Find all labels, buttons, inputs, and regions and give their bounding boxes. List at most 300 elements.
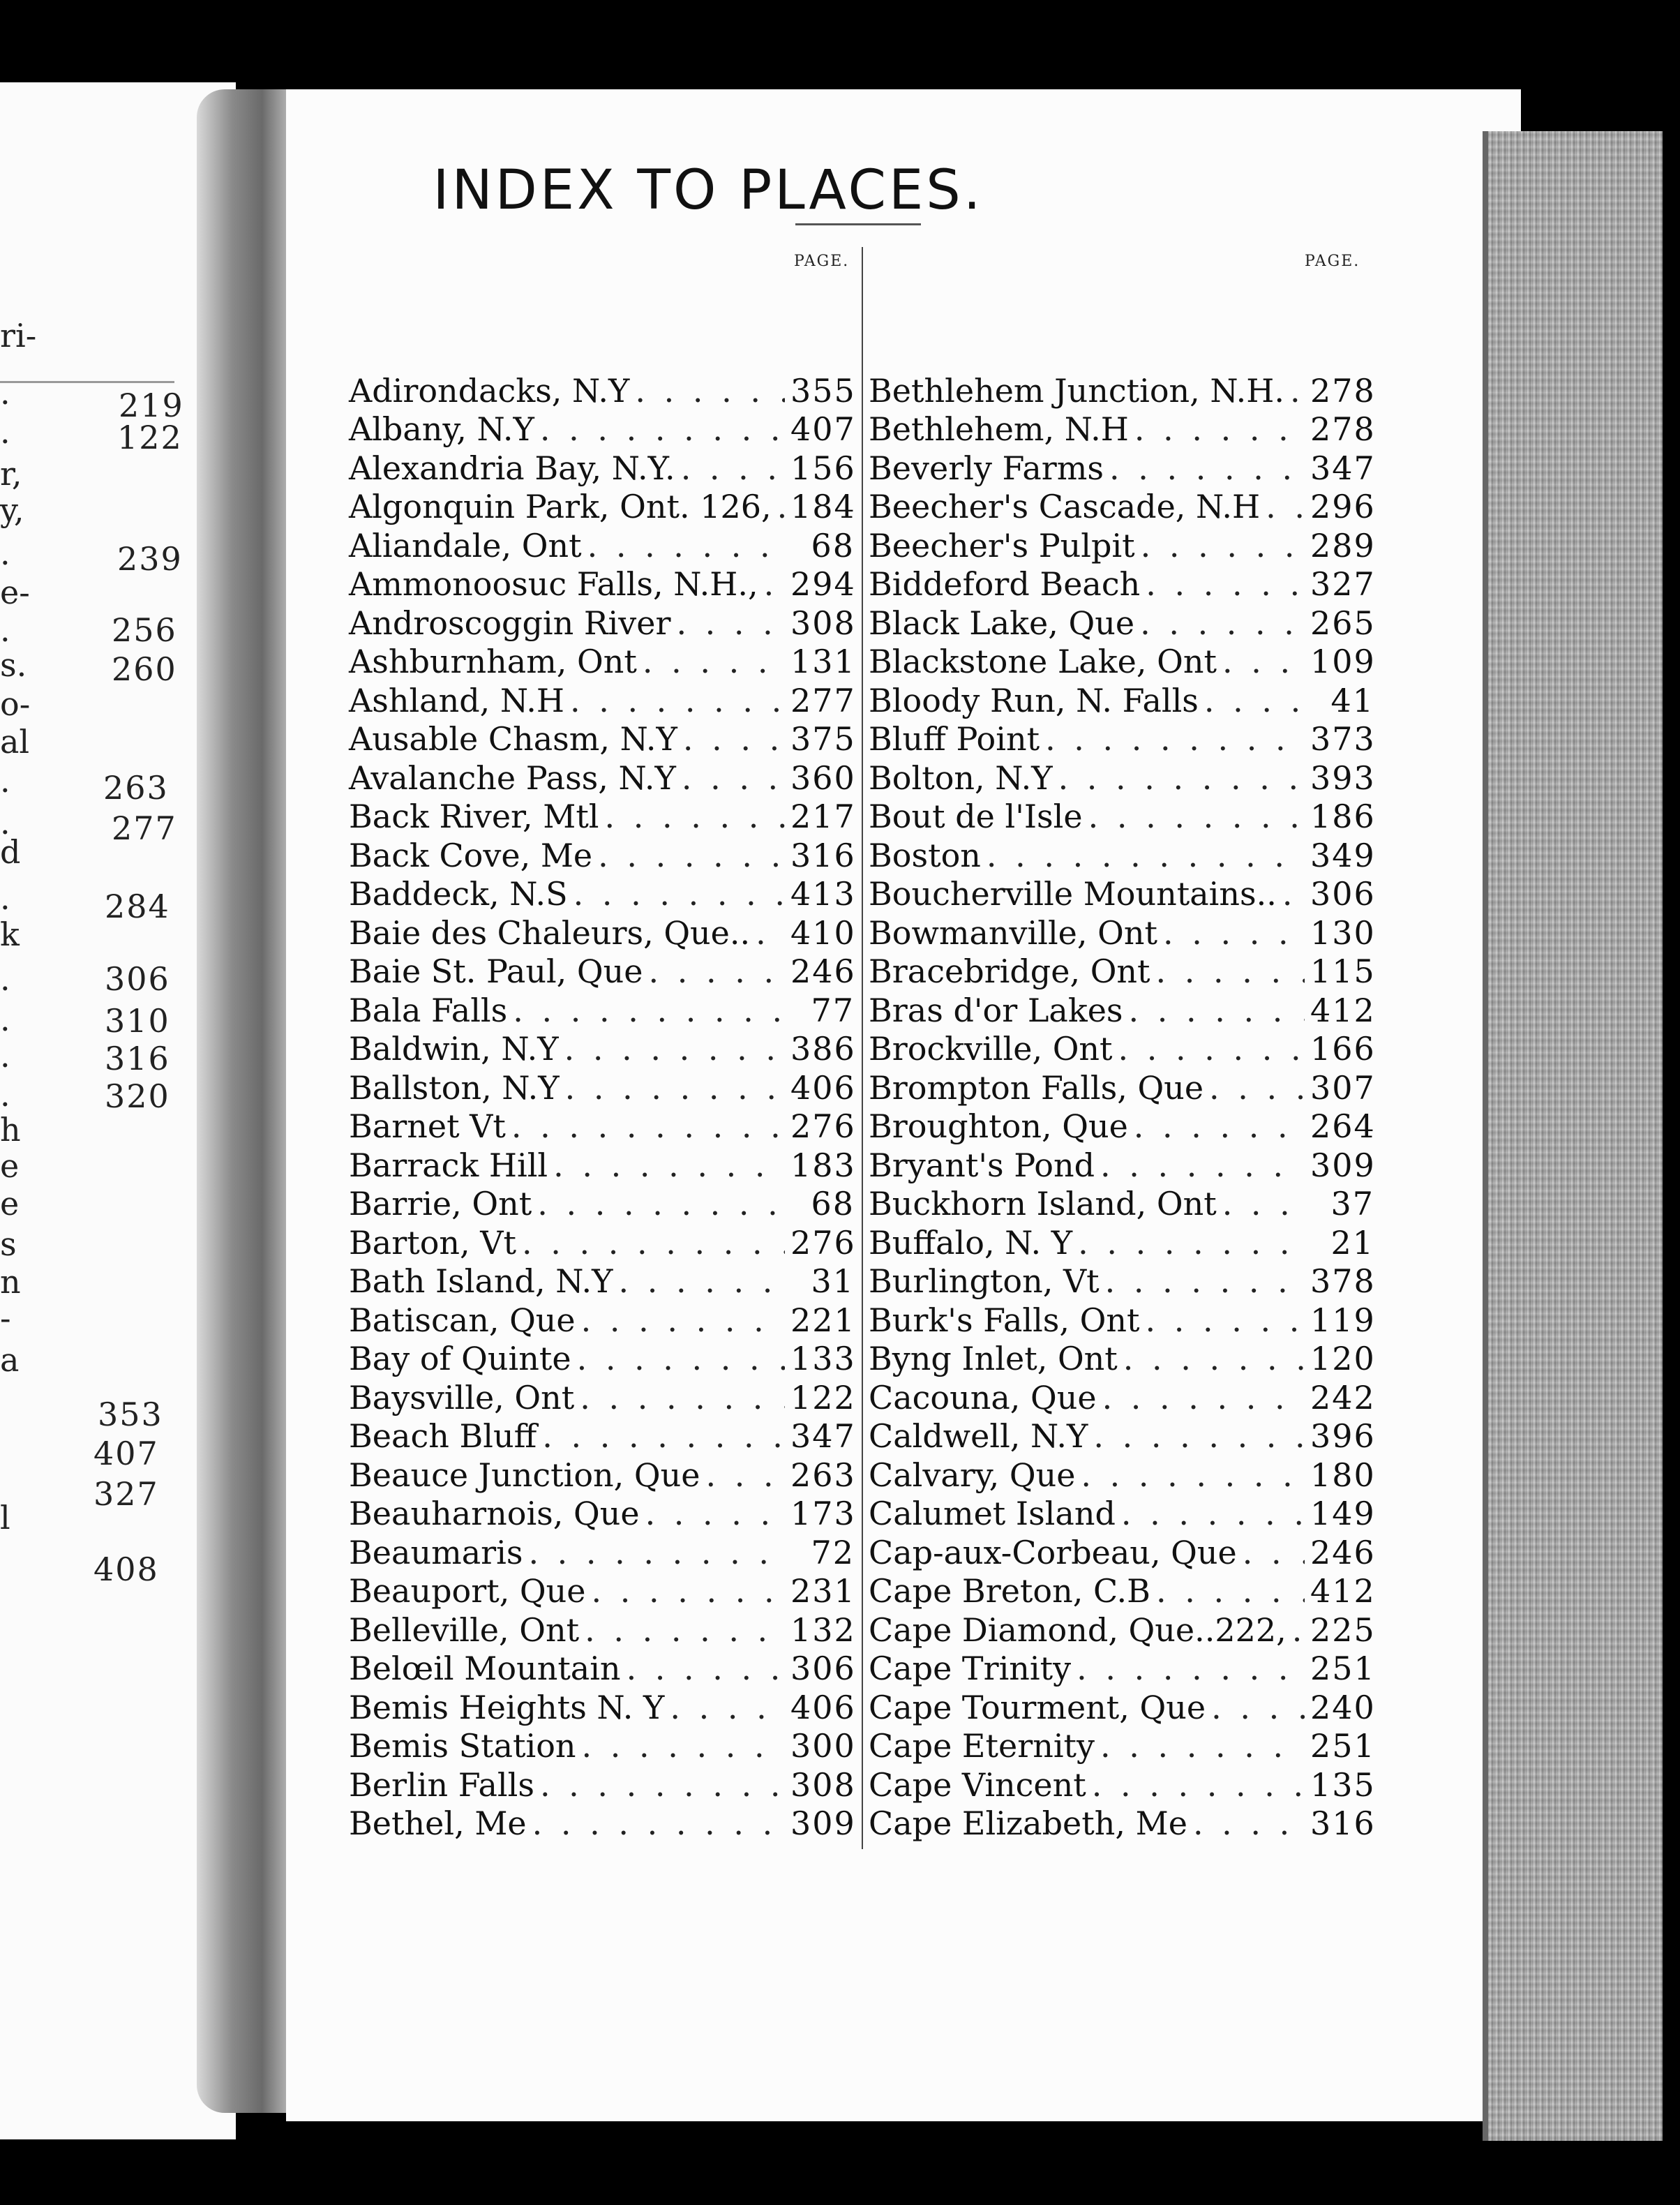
place-name: Avalanche Pass, N.Y	[349, 758, 676, 797]
previous-page-number: 219	[119, 387, 184, 424]
place-name: Brompton Falls, Que	[869, 1068, 1204, 1107]
index-entry	[349, 1727, 855, 1766]
previous-page-number: 263	[103, 769, 169, 807]
place-name: Caldwell, N.Y	[869, 1417, 1088, 1456]
leader-dots	[681, 452, 785, 484]
leader-dots	[1134, 413, 1305, 445]
index-entry	[349, 1533, 855, 1572]
page-number: 263	[790, 1456, 856, 1494]
page-number: 173	[790, 1495, 856, 1533]
leader-dots	[1118, 1033, 1305, 1065]
previous-page-fragment-text: .	[0, 535, 10, 572]
place-name: Bala Falls	[349, 991, 508, 1029]
place-name: Cape Eternity	[869, 1727, 1095, 1765]
column-divider	[862, 247, 863, 1849]
index-entry	[349, 720, 855, 759]
previous-page-fragment-text: l	[0, 1499, 10, 1537]
place-name: Burk's Falls, Ont	[869, 1301, 1140, 1339]
index-entry	[349, 1456, 855, 1495]
page-number: 375	[790, 720, 856, 758]
place-name: Albany, N.Y	[349, 410, 534, 449]
page-number: 77	[811, 991, 855, 1029]
page-number: 278	[1310, 371, 1376, 410]
page-number: 406	[790, 1068, 856, 1107]
index-entry	[869, 1378, 1374, 1417]
place-name: Ballston, N.Y	[349, 1068, 560, 1107]
page-number: 378	[1310, 1262, 1376, 1301]
index-entry	[869, 1301, 1374, 1340]
leader-dots	[540, 1769, 785, 1801]
page-number: 373	[1310, 720, 1376, 758]
page-number: 306	[790, 1650, 856, 1688]
place-name: Baie St. Paul, Que	[349, 952, 643, 991]
place-name: Beaumaris	[349, 1533, 523, 1571]
page-number: 131	[790, 643, 856, 681]
place-name: Ashburnham, Ont	[349, 643, 637, 681]
leader-dots	[522, 1227, 785, 1259]
leader-dots	[648, 955, 785, 987]
place-name: Barnet Vt	[349, 1107, 506, 1146]
page-number: 316	[790, 836, 856, 874]
index-entry	[869, 1068, 1374, 1107]
index-entry	[349, 526, 855, 565]
index-entry	[869, 643, 1374, 682]
index-entry	[349, 836, 855, 875]
index-entry	[869, 913, 1374, 952]
page-number: 246	[1310, 1533, 1376, 1571]
leader-dots	[1290, 375, 1305, 407]
page-number: 386	[790, 1030, 856, 1068]
previous-page-fragment-text: .	[0, 1076, 10, 1114]
page-number: 120	[1310, 1340, 1376, 1378]
page-number: 277	[790, 681, 856, 719]
place-name: Beecher's Cascade, N.H	[869, 488, 1261, 526]
leader-dots	[1211, 1691, 1305, 1724]
previous-page-fragment-text: .	[0, 879, 10, 917]
place-name: Bemis Station	[349, 1727, 576, 1765]
index-entry	[869, 565, 1374, 604]
leader-dots	[1078, 1227, 1305, 1259]
previous-page-number: 327	[93, 1475, 159, 1513]
leader-dots	[1204, 685, 1305, 717]
place-name: Bolton, N.Y	[869, 758, 1053, 797]
previous-page-fragment-text: r,	[0, 455, 22, 493]
page-number: 132	[790, 1610, 856, 1649]
leader-dots	[537, 1188, 785, 1220]
index-entry	[869, 1804, 1374, 1844]
page-number: 68	[811, 1185, 855, 1223]
leader-dots	[1193, 1807, 1305, 1839]
previous-page-number: 277	[112, 809, 177, 847]
index-entry	[349, 952, 855, 992]
page-number: 231	[790, 1572, 856, 1610]
index-entry	[349, 371, 855, 410]
place-name: Baysville, Ont	[349, 1378, 575, 1417]
page-number: 309	[790, 1804, 856, 1843]
index-entry	[349, 1378, 855, 1417]
page-number: 355	[790, 371, 856, 410]
leader-dots	[1102, 1382, 1305, 1414]
place-name: Cape Trinity	[869, 1650, 1072, 1688]
index-entry	[869, 410, 1374, 449]
index-entry	[869, 991, 1374, 1030]
place-name: Aliandale, Ont	[349, 526, 582, 565]
page-number: 130	[1310, 913, 1376, 952]
leader-dots	[1243, 1537, 1305, 1569]
page-number: 242	[1310, 1378, 1376, 1417]
page-number: 251	[1310, 1727, 1376, 1765]
previous-page-rule	[0, 381, 174, 383]
leader-dots	[1105, 1265, 1305, 1297]
page-number: 240	[1310, 1688, 1376, 1726]
index-entry	[349, 1417, 855, 1456]
page-number: 307	[1310, 1068, 1376, 1107]
place-name: Batiscan, Que	[349, 1301, 576, 1339]
previous-page-fragment-text: e	[0, 1147, 20, 1185]
place-name: Androscoggin River	[349, 604, 671, 642]
page-number: 31	[811, 1262, 855, 1301]
place-name: Ammonoosuc Falls, N.H.,	[349, 565, 758, 604]
index-entry	[869, 1185, 1374, 1224]
place-name: Calumet Island	[869, 1495, 1116, 1533]
index-entry	[349, 1495, 855, 1534]
place-name: Bryant's Pond	[869, 1146, 1095, 1184]
index-entry	[349, 643, 855, 682]
index-entry	[869, 1107, 1374, 1146]
page-number: 412	[1310, 1572, 1376, 1610]
index-entry	[869, 798, 1374, 837]
place-name: Cape Breton, C.B	[869, 1572, 1150, 1610]
index-entry	[869, 1417, 1374, 1456]
leader-dots	[1292, 1614, 1305, 1646]
leader-dots	[1163, 917, 1305, 949]
place-name: Calvary, Que	[869, 1456, 1076, 1494]
leader-dots	[1266, 491, 1305, 523]
place-name: Beach Bluff	[349, 1417, 537, 1456]
place-name: Bowmanville, Ont	[869, 913, 1157, 952]
place-name: Cacouna, Que	[869, 1378, 1097, 1417]
leader-dots	[670, 1691, 785, 1724]
page-number: 119	[1310, 1301, 1376, 1339]
place-name: Black Lake, Que	[869, 604, 1135, 642]
page-number: 217	[790, 798, 856, 836]
leader-dots	[676, 607, 785, 639]
previous-page-number: 239	[117, 540, 183, 578]
leader-dots	[1146, 568, 1305, 600]
index-entry	[349, 1340, 855, 1379]
page-number: 412	[1310, 991, 1376, 1029]
page-number: 360	[790, 758, 856, 797]
place-name: Belleville, Ont	[349, 1610, 580, 1649]
previous-page-fragment-text: h	[0, 1111, 21, 1149]
page-number: 221	[790, 1301, 856, 1339]
previous-page-fragment-text: n	[0, 1263, 21, 1301]
page-number: 347	[790, 1417, 856, 1456]
previous-page-fragment-text: .	[0, 762, 10, 800]
previous-page-fragment-text: al	[0, 723, 30, 761]
place-name: Algonquin Park, Ont. 126,	[349, 488, 772, 526]
leader-dots	[1045, 723, 1305, 755]
previous-page-number: 310	[105, 1002, 170, 1040]
leader-dots	[764, 568, 785, 600]
place-name: Alexandria Bay, N.Y.	[349, 449, 675, 487]
index-entry	[349, 1107, 855, 1146]
place-name: Bethlehem Junction, N.H.	[869, 371, 1285, 410]
index-column-right	[869, 371, 1374, 1843]
page-number: 396	[1310, 1417, 1376, 1456]
leader-dots	[585, 1614, 785, 1646]
leader-dots	[1093, 1420, 1305, 1452]
leader-dots	[1121, 1497, 1305, 1530]
previous-page-number: 260	[112, 650, 177, 688]
previous-page-number: 353	[98, 1396, 163, 1433]
index-entry	[869, 449, 1374, 488]
page-number: 276	[790, 1107, 856, 1146]
index-entry	[869, 1456, 1374, 1495]
index-entry	[349, 991, 855, 1030]
page-number: 72	[811, 1533, 855, 1571]
place-name: Cape Elizabeth, Me	[869, 1804, 1187, 1843]
previous-page-fragment-text: .	[0, 960, 10, 998]
page-number: 115	[1310, 952, 1376, 991]
page-number: 406	[790, 1688, 856, 1726]
leader-dots	[1209, 1072, 1305, 1104]
page-number: 68	[811, 526, 855, 565]
index-entry	[349, 1262, 855, 1301]
leader-dots	[577, 1343, 785, 1375]
place-name: Adirondacks, N.Y	[349, 371, 630, 410]
previous-page-number: 408	[93, 1550, 159, 1588]
leader-dots	[1109, 452, 1305, 484]
index-entry	[869, 1030, 1374, 1069]
previous-page-number: 407	[93, 1435, 159, 1472]
index-entry	[869, 1727, 1374, 1766]
page-number: 264	[1310, 1107, 1376, 1146]
index-entry	[869, 604, 1374, 643]
place-name: Barrack Hill	[349, 1146, 548, 1184]
index-entry	[869, 1688, 1374, 1727]
leader-dots	[643, 645, 785, 678]
previous-page-fragment-text: s	[0, 1225, 17, 1263]
page-number: 149	[1310, 1495, 1376, 1533]
previous-page-number: 122	[117, 419, 183, 456]
index-entry	[349, 604, 855, 643]
index-entry	[349, 1301, 855, 1340]
leader-dots	[581, 1304, 785, 1336]
place-name: Bemis Heights N. Y	[349, 1688, 665, 1726]
page-number: 41	[1330, 681, 1374, 719]
page-number: 251	[1310, 1650, 1376, 1688]
index-entry	[869, 875, 1374, 914]
index-entry	[349, 1765, 855, 1804]
page-number: 180	[1310, 1456, 1376, 1494]
index-entry	[349, 913, 855, 952]
index-entry	[349, 758, 855, 798]
leader-dots	[705, 1459, 785, 1491]
page-number: 289	[1310, 526, 1376, 565]
leader-dots	[635, 375, 785, 407]
index-entry	[869, 758, 1374, 798]
index-column-left	[349, 371, 855, 1843]
index-entry	[349, 1223, 855, 1262]
index-entry	[869, 1610, 1374, 1650]
page-number: 21	[1330, 1223, 1374, 1262]
page-number: 407	[790, 410, 856, 449]
index-entry	[349, 1610, 855, 1650]
index-entry	[869, 1495, 1374, 1534]
page-number: 413	[790, 875, 856, 913]
place-name: Bout de l'Isle	[869, 798, 1083, 836]
leader-dots	[682, 762, 785, 794]
place-name: Baie des Chaleurs, Que..	[349, 913, 751, 952]
place-name: Beecher's Pulpit	[869, 526, 1135, 565]
leader-dots	[645, 1497, 785, 1530]
leader-dots	[573, 878, 785, 910]
place-name: Cap-aux-Corbeau, Que	[869, 1533, 1237, 1571]
previous-page-fragment-text: d	[0, 833, 21, 871]
index-entry	[349, 1572, 855, 1611]
index-entry	[349, 1688, 855, 1727]
leader-dots	[987, 839, 1305, 872]
leader-dots	[513, 994, 785, 1026]
place-name: Belœil Mountain	[349, 1650, 621, 1688]
leader-dots	[580, 1382, 785, 1414]
previous-page-fragment-text: .	[0, 611, 10, 649]
previous-page-fragment-text: .	[0, 374, 10, 412]
leader-dots	[511, 1110, 785, 1142]
page-number: 276	[790, 1223, 856, 1262]
previous-page-fragment-text: -	[0, 1299, 11, 1337]
index-entry	[869, 1146, 1374, 1185]
page-number: 349	[1310, 836, 1376, 874]
index-entry	[869, 720, 1374, 759]
leader-dots	[540, 413, 785, 445]
place-name: Byng Inlet, Ont	[869, 1340, 1118, 1378]
leader-dots	[532, 1807, 785, 1839]
leader-dots	[592, 1575, 786, 1607]
index-entry	[869, 1572, 1374, 1611]
index-entry	[349, 1030, 855, 1069]
index-entry	[869, 836, 1374, 875]
leader-dots	[777, 491, 785, 523]
leader-dots	[553, 1149, 785, 1181]
leader-dots	[587, 530, 785, 562]
title-underline	[795, 223, 921, 225]
place-name: Bras d'or Lakes	[869, 991, 1123, 1029]
page-number: 37	[1330, 1185, 1374, 1223]
page-number: 278	[1310, 410, 1376, 449]
leader-dots	[1141, 530, 1305, 562]
previous-page-fragment-text: .	[0, 1037, 10, 1075]
index-entry	[349, 1804, 855, 1844]
index-entry	[869, 1340, 1374, 1379]
page-number: 327	[1310, 565, 1376, 604]
previous-page-number: 306	[105, 960, 170, 998]
place-name: Broughton, Que	[869, 1107, 1128, 1146]
index-entry	[349, 410, 855, 449]
place-name: Boucherville Mountains..	[869, 875, 1277, 913]
index-entry	[349, 1146, 855, 1185]
leader-dots	[528, 1537, 785, 1569]
previous-page-fragment-text: e-	[0, 574, 30, 611]
index-entry	[869, 1262, 1374, 1301]
place-name: Boston	[869, 836, 981, 874]
leader-dots	[619, 1265, 786, 1297]
index-entry	[869, 681, 1374, 720]
leader-dots	[582, 1730, 785, 1762]
page-number: 410	[790, 913, 856, 952]
page-number: 347	[1310, 449, 1376, 487]
index-entry	[349, 681, 855, 720]
leader-dots	[1282, 878, 1305, 910]
index-entry	[349, 449, 855, 488]
place-name: Ashland, N.H	[349, 681, 564, 719]
place-name: Bethel, Me	[349, 1804, 527, 1843]
leader-dots	[683, 723, 785, 755]
left-column-page-header: PAGE.	[794, 253, 850, 270]
index-entry	[869, 952, 1374, 992]
index-entry	[869, 488, 1374, 527]
place-name: Blackstone Lake, Ont	[869, 643, 1217, 681]
page-number: 308	[790, 1765, 856, 1804]
index-entry	[869, 1223, 1374, 1262]
page-number: 225	[1310, 1610, 1376, 1649]
leader-dots	[1129, 994, 1305, 1026]
page-number: 308	[790, 604, 856, 642]
index-entry	[349, 488, 855, 527]
place-name: Beauharnois, Que	[349, 1495, 640, 1533]
place-name: Barton, Vt	[349, 1223, 516, 1262]
leader-dots	[570, 685, 785, 717]
leader-dots	[1092, 1769, 1305, 1801]
index-entry	[869, 1765, 1374, 1804]
previous-page-fragment-text: a	[0, 1341, 20, 1379]
page-number: 109	[1310, 643, 1376, 681]
previous-page-fragment-text: o-	[0, 685, 31, 723]
page-number: 316	[1310, 1804, 1376, 1843]
leader-dots	[1077, 1652, 1305, 1684]
place-name: Bath Island, N.Y	[349, 1262, 613, 1301]
leader-dots	[1081, 1459, 1305, 1491]
previous-page-number: 256	[112, 611, 177, 649]
leader-dots	[1140, 607, 1305, 639]
page-number: 186	[1310, 798, 1376, 836]
place-name: Bracebridge, Ont	[869, 952, 1150, 991]
page-number: 166	[1310, 1030, 1376, 1068]
place-name: Barrie, Ont	[349, 1185, 532, 1223]
leader-dots	[565, 1072, 785, 1104]
place-name: Back Cove, Me	[349, 836, 593, 874]
previous-page-fragment-text: ri-	[0, 317, 37, 354]
place-name: Bethlehem, N.H	[869, 410, 1129, 449]
page-number: 133	[790, 1340, 856, 1378]
page-number: 306	[1310, 875, 1376, 913]
leader-dots	[1088, 800, 1305, 832]
place-name: Bay of Quinte	[349, 1340, 571, 1378]
previous-page-number: 320	[105, 1077, 170, 1115]
leader-dots	[1156, 1575, 1305, 1607]
leader-dots	[1134, 1110, 1305, 1142]
place-name: Beauport, Que	[349, 1572, 586, 1610]
index-entry	[349, 798, 855, 837]
previous-page-fragment-text: y,	[0, 491, 24, 529]
place-name: Baldwin, N.Y	[349, 1030, 559, 1068]
previous-page-fragment-text: .	[0, 1001, 10, 1038]
index-entry	[869, 1650, 1374, 1689]
place-name: Cape Vincent	[869, 1765, 1086, 1804]
place-name: Back River, Mtl	[349, 798, 599, 836]
leader-dots	[1100, 1730, 1305, 1762]
